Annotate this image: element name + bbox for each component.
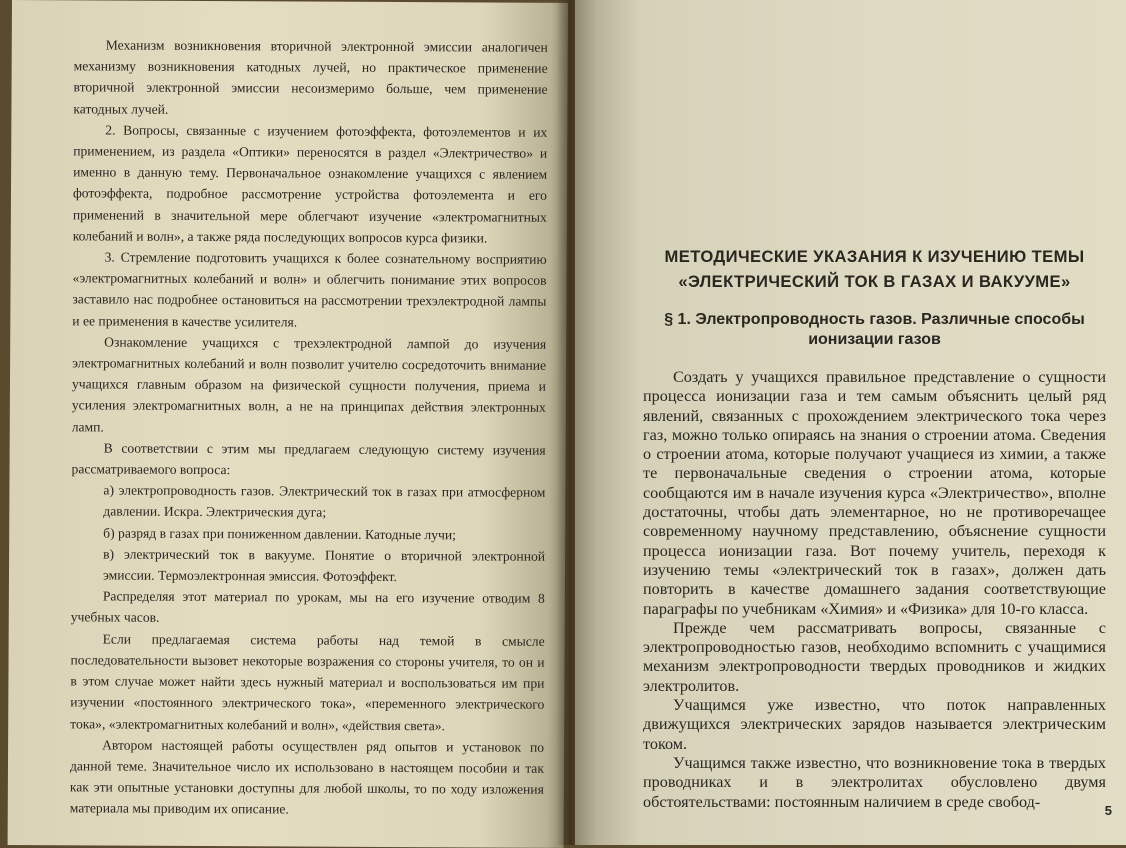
paragraph: Прежде чем рассматривать вопросы, связанные с электропроводностью газов, необходимо вспомнить с учащимися механизм электропроводности твердых проводников и жидких электролитов. — [643, 618, 1106, 695]
paragraph: Если предлагаемая система работы над темой в смысле последовательности вызовет некоторые возражения со стороны учителя, то он и в этом случае может найти здесь нужный материал и воспользоваться им при изучении «постоянного электрического тока», «переменного электрического тока», «электромагнитных колебаний и волн», «действия света». — [70, 631, 545, 733]
paragraph: Механизм возникновения вторичной электронной эмиссии аналогичен механизму возникновения катодных лучей, но практическое применение вторичной электронной эмиссии несоизмеримо больше, чем применение катодных лучей. — [73, 37, 548, 117]
list-item: б) разряд в газах при пониженном давлении. Катодные лучи; — [103, 525, 456, 543]
right-page-text — [643, 368, 1106, 812]
right-page — [575, 0, 1126, 845]
list-item: в) электрический ток в вакууме. Понятие о вторичной электронной эмиссии. Термоэлектронная эмиссия. Фотоэффект. — [102, 546, 546, 585]
section-heading: § 1. Электропроводность газов. Различные способы ионизации газов — [664, 311, 1085, 348]
paragraph: Ознакомление учащихся с трехэлектродной лампой до изучения электромагнитных колебаний и волн позволит учителю сосредоточить внимание учащихся главным образом на физической сущности получения, приема и усиления электромагнитных волн, а не на принципах действия электронных ламп. — [71, 334, 547, 435]
left-page-text — [70, 34, 548, 821]
left-page — [8, 0, 568, 848]
paragraph: 3. Стремление подготовить учащихся к более сознательному восприятию «электромагнитных колебаний и волн» и облегчить понимание этих вопросов заставило нас подробнее остановиться на рассмотрении трехэлектродной лампы и ее применения в качестве усилителя. — [72, 249, 547, 330]
chapter-title — [643, 244, 1106, 294]
paragraph: 2. Вопросы, связанные с изучением фотоэффекта, фотоэлементов и их применением, из раздела «Оптики» переносятся в раздел «Электричество» и именно в данную тему. Первоначальное ознакомление учащихся с явлением фотоэффекта, подробное рассмотрение устройства фотоэлемента и его применений в значительной мере облегчают изучение «электромагнитных колебаний и волн», а также ряда последующих вопросов курса физики. — [72, 122, 548, 246]
paragraph: В соответствии с этим мы предлагаем следующую систему изучения рассматриваемого вопроса: — [71, 440, 546, 478]
chapter-title-line-2: «ЭЛЕКТРИЧЕСКИЙ ТОК В ГАЗАХ И ВАКУУМЕ» — [678, 272, 1071, 291]
chapter-title-line-1: МЕТОДИЧЕСКИЕ УКАЗАНИЯ К ИЗУЧЕНИЮ ТЕМЫ — [664, 247, 1085, 266]
list-item: а) электропроводность газов. Электрический ток в газах при атмосферном давлении. Искра. Электрическия дуга; — [103, 482, 546, 521]
paragraph: Учащимся также известно, что возникновение тока в твердых проводниках и в электролитах обусловлено двумя обстоятельствами: постоянным наличием в среде свобод- — [643, 753, 1106, 811]
paragraph: Распределяя этот материал по урокам, мы на его изучение отводим 8 учебных часов. — [70, 588, 545, 626]
paragraph: Создать у учащихся правильное представление о сущности процесса ионизации газа и тем самым объяснить целый ряд явлений, связанных с прохождением электрического тока через газ, можно только опираясь на знания о строении атома. Сведения о строении атома, которые получают учащиеся из химии, а также те первоначальные сведения о строении атома, которые сообщаются им в начале изучения курса «Электричество», вполне достаточны, чтобы дать элементарное, но не противоречащее современному научному представлению, объяснение сущности процесса ионизации газа. Вот почему учитель, переходя к изучению темы «электрический ток в газах», должен дать повторить в качестве домашнего задания соответствующие параграфы по учебникам «Химия» и «Физика» для 10-го класса. — [643, 368, 1106, 618]
paragraph: Автором настоящей работы осуществлен ряд опытов и установок по данной теме. Значительное число их использовано в настоящем пособии и так как эти опытные установки доступны для любой школы, то по ходу изложения материала мы приводим их описание. — [69, 737, 545, 817]
page-number: 5 — [1104, 803, 1112, 818]
paragraph: Учащимся уже известно, что поток направленных движущихся электрических зарядов называется электрическим током. — [643, 696, 1106, 753]
